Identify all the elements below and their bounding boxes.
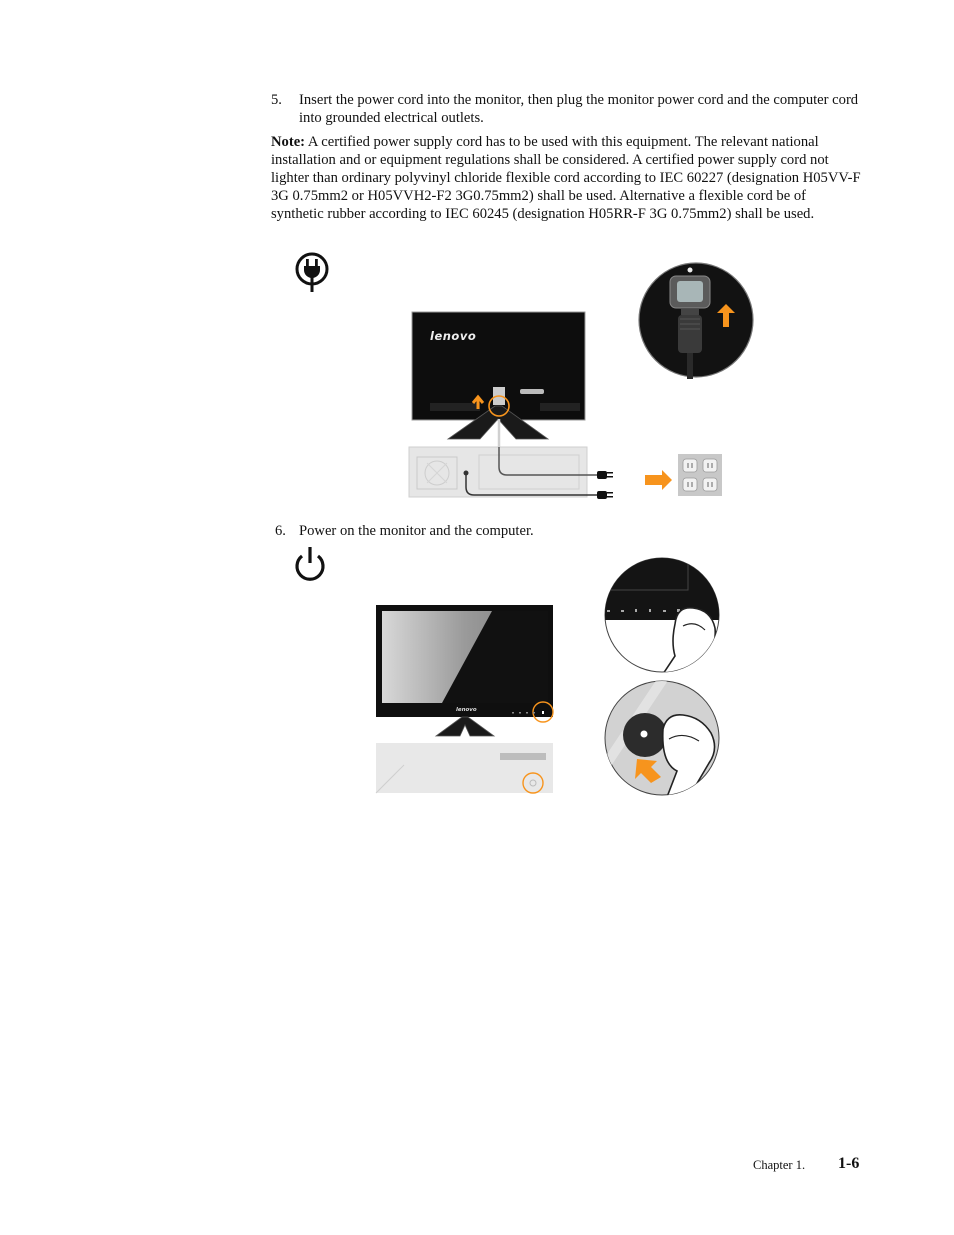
page-number: 1-6	[838, 1155, 860, 1172]
power-plug-icon	[293, 250, 333, 294]
monitor-front-brand: lenovo	[456, 707, 477, 713]
monitor-button-closeup	[603, 556, 721, 674]
step-6-text: Power on the monitor and the computer.	[299, 523, 534, 539]
computer-case-illustration	[409, 447, 619, 500]
computer-button-closeup	[603, 679, 721, 797]
step-5-number: 5.	[271, 92, 282, 108]
monitor-back-brand: lenovo	[430, 329, 477, 343]
arrow-right-icon	[645, 470, 675, 490]
power-button-icon	[292, 545, 328, 583]
power-connector-closeup	[637, 261, 755, 379]
step-6	[271, 522, 861, 540]
note-text: A certified power supply cord has to be used with this equipment. The relevant national installation and or equipment regulations shall be considered. A certified power supply cord not lighter than ordinary polyvinyl chloride flexible cord according to IEC 60227 (designation H05VV-F 3G 0.75mm2 or H05VVH2-F2 3G0.75mm2) shall be used. Alternative a flexible cord be of synthetic rubber according to IEC 60245 (designation H05RR-F 3G 0.75mm2) shall be used.	[271, 134, 861, 222]
note-paragraph	[271, 134, 861, 224]
footer-chapter: Chapter 1.	[753, 1158, 806, 1172]
note-label: Note:	[271, 134, 306, 150]
step-6-number: 6.	[275, 523, 286, 539]
wall-outlet-icon	[678, 454, 722, 496]
step-5	[271, 91, 861, 127]
monitor-front-illustration	[374, 603, 556, 797]
step-5-text: Insert the power cord into the monitor, then plug the monitor power cord and the computer cord into grounded electrical outlets.	[299, 92, 859, 126]
